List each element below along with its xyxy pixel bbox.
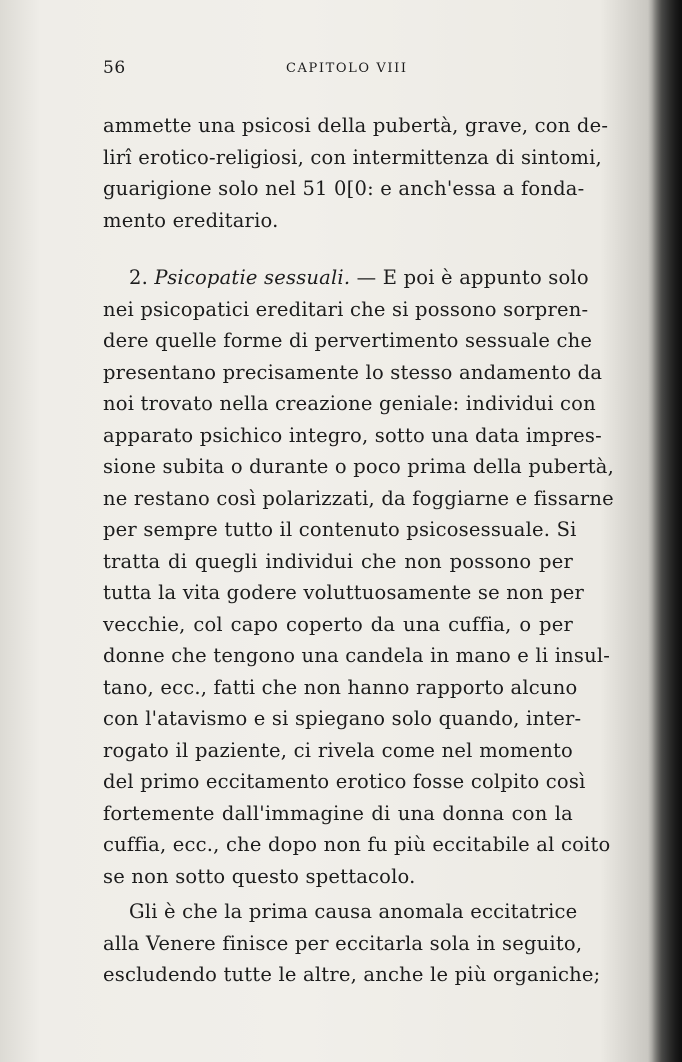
running-head: CAPITOLO VIII xyxy=(286,61,408,76)
text-line: nei psicopatici ereditari che si possono sorpren- xyxy=(103,297,589,321)
section-heading: Psicopatie sessuali. xyxy=(154,266,351,289)
text-line: se non sotto questo spettacolo. xyxy=(103,864,416,888)
paragraph-3 xyxy=(103,896,601,991)
text-line: vecchie, col capo coperto da una cuffia, o per xyxy=(103,612,573,636)
text-line: donne che tengono una candela in mano e li insul- xyxy=(103,644,611,667)
text-line: mento ereditario. xyxy=(103,208,279,232)
body-text xyxy=(103,110,615,991)
text-line: per sempre tutto il contenuto psicosessuale. Si xyxy=(103,518,577,541)
text-line: del primo eccitamento erotico fosse colpito così xyxy=(103,770,586,793)
text-line: con l'atavismo e si spiegano solo quando, inter- xyxy=(103,707,582,730)
text-line: guarigione solo nel 51 0[0: e anch'essa a fonda- xyxy=(103,177,585,200)
text-line: apparato psichico integro, sotto una data impres- xyxy=(103,423,602,447)
text-line: sione subita o durante o poco prima della pubertà, xyxy=(103,455,615,478)
text-line: Gli è che la prima causa anomala eccitatrice xyxy=(129,900,578,923)
text-line: noi trovato nella creazione geniale: individui con xyxy=(103,392,596,415)
text-line: presentano precisamente lo stesso andamento da xyxy=(103,360,603,384)
text-line: alla Venere finisce per eccitarla sola in seguito, xyxy=(103,931,583,955)
text-line: ne restano così polarizzati, da foggiarne e fissarne xyxy=(103,486,614,510)
text-line: rogato il paziente, ci rivela come nel momento xyxy=(103,738,573,762)
section-number: 2. xyxy=(129,266,149,289)
text-line: fortemente dall'immagine di una donna con la xyxy=(103,801,573,825)
page-number: 56 xyxy=(103,58,126,78)
section-heading-line xyxy=(103,262,589,294)
heading-line-text: — E poi è appunto solo xyxy=(356,266,589,289)
text-line: tratta di quegli individui che non possono per xyxy=(103,549,573,573)
text-line: dere quelle forme di pervertimento sessuale che xyxy=(103,329,593,352)
text-line: ammette una psicosi della pubertà, grave, con de- xyxy=(103,114,609,137)
paragraph-1 xyxy=(103,110,609,236)
page-header xyxy=(103,58,582,82)
text-line: tano, ecc., fatti che non hanno rapporto alcuno xyxy=(103,675,578,699)
text-line: tutta la vita godere voluttuosamente se non per xyxy=(103,581,585,604)
text-line: lirî erotico-religiosi, con intermittenza di sintomi, xyxy=(103,145,602,169)
text-line: escludendo tutte le altre, anche le più organiche; xyxy=(103,963,601,986)
paragraph-2 xyxy=(103,262,615,892)
text-line: cuffia, ecc., che dopo non fu più eccitabile al coito xyxy=(103,833,611,856)
binding-edge-shadow xyxy=(652,0,682,1062)
